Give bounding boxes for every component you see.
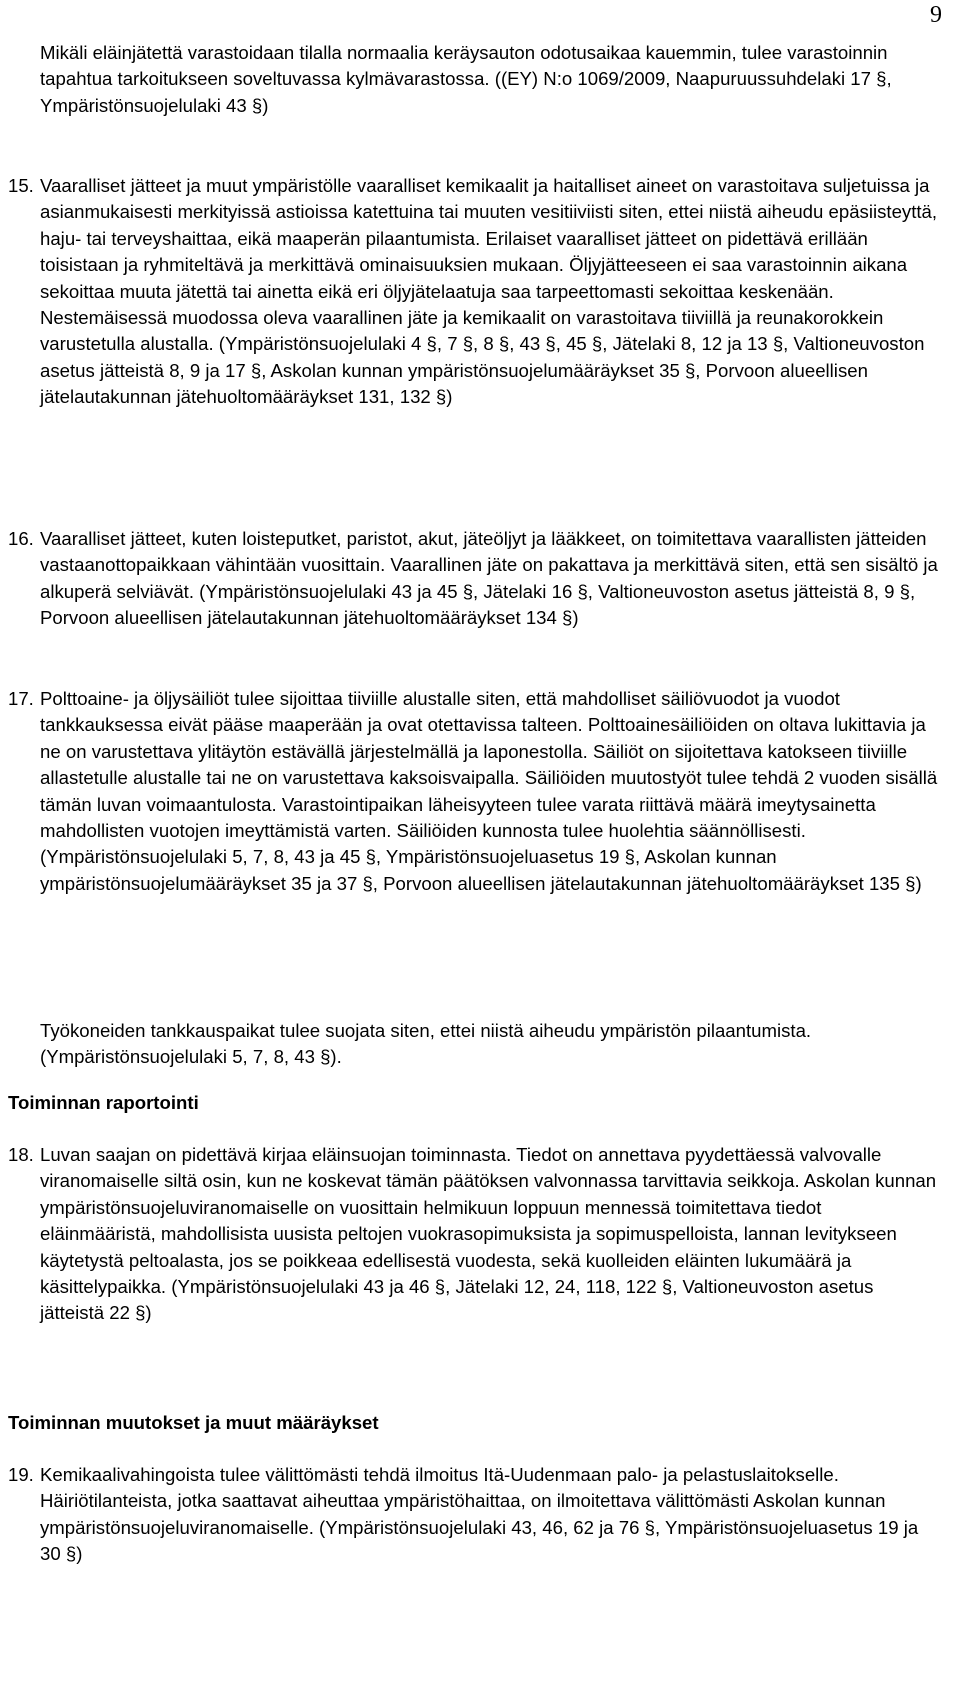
item-number: 18. [8, 1144, 34, 1165]
section-heading-reporting: Toiminnan raportointi [8, 1092, 199, 1113]
item-text: Vaaralliset jätteet ja muut ympäristölle vaaralliset kemikaalit ja haitalliset aineet on varastoitava suljetuissa ja asianmukaisesti merkityissä astioissa katettuina tai muuten vesitiiviisti siten, ettei niistä aiheudu epäsiisteyttä, haju- tai terveyshaittaa, eikä maaperän pilaantumista. Erilaiset vaaralliset jätteet on pidettävä erillään toisistaan ja ryhmiteltävä ja merkittävä ominaisuuksien mukaan. Öljyjätteeseen ei saa varastoinnin aikana sekoittaa muuta jätettä tai ainetta eikä eri öljyjätelaatuja saa tarpeettomasti sekoittaa keskenään. Nestemäisessä muodossa oleva vaarallinen jäte ja kemikaalit on varastoitava tiiviillä ja reunakorokkein varustetulla alustalla. (Ympäristönsuojelulaki 4 §, 7 §, 8 §, 43 §, 45 §, Jätelaki 8, 12 ja 13 §, Valtioneuvoston asetus jätteistä 8, 9 ja 17 §, Askolan kunnan ympäristönsuojelumääräykset 35 §, Porvoon alueellisen jätelautakunnan jätehuoltomääräykset 131, 132 §) [40, 175, 938, 408]
item-text: Luvan saajan on pidettävä kirjaa eläinsuojan toiminnasta. Tiedot on annettava pyydettäessä valvovalle viranomaiselle siltä osin, kun ne koskevat tämän päätöksen valvonnassa tarvittavia seikkoja. Askolan kunnan ympäristönsuojeluviranomaiselle on vuosittain helmikuun loppuun mennessä toimitettava tiedot eläinmääristä, mahdollisista uusista peltojen vuokrasopimuksista ja sopimuspelloista, lannan levitykseen käytetystä peltoalasta, jos se poikkeaa edellisestä vuodesta, sekä kuolleiden eläinten lukumäärä ja käsittelypaikka. (Ympäristönsuojelulaki 43 ja 46 §, Jätelaki 12, 24, 118, 122 §, Valtioneuvoston asetus jätteistä 22 §) [40, 1144, 937, 1324]
item-17-extra-paragraph: Työkoneiden tankkauspaikat tulee suojata siten, ettei niistä aiheudu ympäristön pilaantumista. (Ympäristönsuojelulaki 5, 7, 8, 43 §). [40, 1020, 812, 1068]
page-number: 9 [930, 2, 942, 28]
item-number: 19. [8, 1464, 34, 1485]
item-number: 16. [8, 528, 34, 549]
item-number: 15. [8, 175, 34, 196]
item-text: Vaaralliset jätteet, kuten loisteputket, paristot, akut, jäteöljyt ja lääkkeet, on toimitettava vaarallisten jätteiden vastaanottopaikkaan vähintään vuosittain. Vaarallinen jäte on pakattava ja merkittävä siten, että sen sisältö ja alkuperä selviävät. (Ympäristönsuojelulaki 43 ja 45 §, Jätelaki 16 §, Valtioneuvoston asetus jätteistä 8, 9 §, Porvoon alueellisen jätelautakunnan jätehuoltomääräykset 134 §) [40, 528, 938, 629]
item-text: Polttoaine- ja öljysäiliöt tulee sijoittaa tiiviille alustalle siten, että mahdolliset säiliövuodot ja vuodot tankkauksessa eivät pääse maaperään ja ovat otettavissa talteen. Polttoainesäiliöiden on oltava lukittavia ja ne on varustettava ylitäytön estävällä järjestelmällä ja laponestolla. Säiliöt on sijoitettava katokseen tiiviille allastetulle alustalle tai ne on varustettava kaksoisvaipalla. Säiliöiden muutostyöt tulee tehdä 2 vuoden sisällä tämän luvan voimaantulosta. Varastointipaikan läheisyyteen tulee varata riittävä määrä imeytysainetta mahdollisten vuotojen imeyttämistä varten. Säiliöiden kunnosta tulee huolehtia säännöllisesti. (Ympäristönsuojelulaki 5, 7, 8, 43 ja 45 §, Ympäristönsuojeluasetus 19 §, Askolan kunnan ympäristönsuojelumääräykset 35 ja 37 §, Porvoon alueellisen jätelautakunnan jätehuoltomääräykset 135 §) [40, 688, 938, 894]
item-number: 17. [8, 688, 34, 709]
intro-paragraph: Mikäli eläinjätettä varastoidaan tilalla normaalia keräysauton odotusaikaa kauemmin, tulee varastoinnin tapahtua tarkoitukseen soveltuvassa kylmävarastossa. ((EY) N:o 1069/2009, Naapuruussuhdelaki 17 §, Ympäristönsuojelulaki 43 §) [40, 42, 892, 116]
section-heading-changes: Toiminnan muutokset ja muut määräykset [8, 1412, 379, 1433]
item-text: Kemikaalivahingoista tulee välittömästi tehdä ilmoitus Itä-Uudenmaan palo- ja pelastuslaitokselle. Häiriötilanteista, jotka saattavat aiheuttaa ympäristöhaittaa, on ilmoitettava välittömästi Askolan kunnan ympäristönsuojeluviranomaiselle. (Ympäristönsuojelulaki 43, 46, 62 ja 76 §, Ympäristönsuojeluasetus 19 ja 30 §) [40, 1464, 919, 1565]
